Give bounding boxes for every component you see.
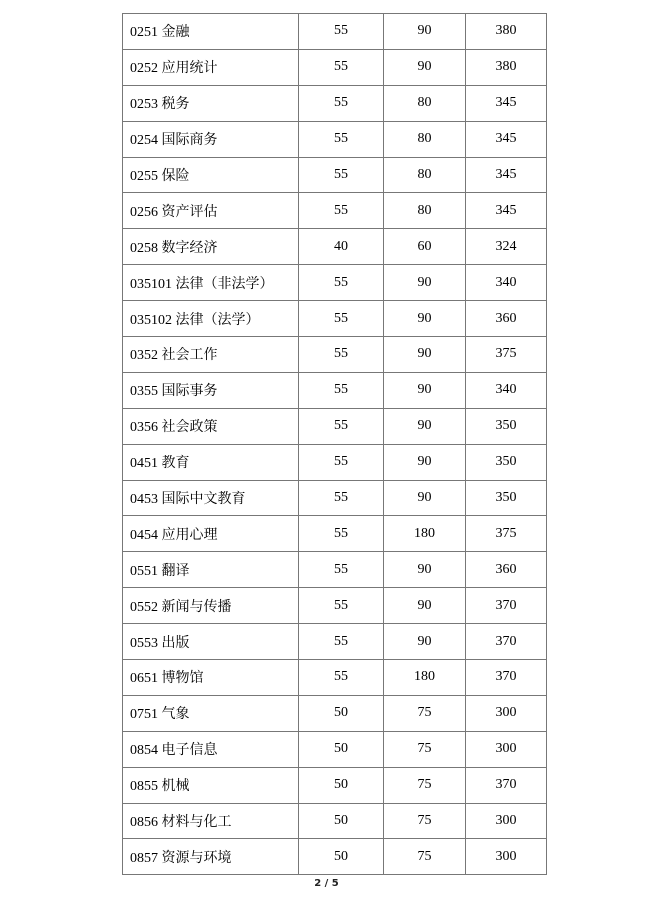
- table-row: [123, 265, 547, 301]
- score-a-cell: 55: [299, 301, 384, 337]
- table-row: [123, 516, 547, 552]
- total-score-cell: 345: [466, 121, 547, 157]
- score-a-cell: 55: [299, 14, 384, 50]
- program-name-cell: 035102 法律（法学）: [123, 301, 299, 337]
- program-name-cell: 0854 电子信息: [123, 731, 299, 767]
- score-a-cell: 55: [299, 552, 384, 588]
- program-name-cell: 0553 出版: [123, 624, 299, 660]
- score-b-cell: 180: [384, 516, 466, 552]
- score-a-cell: 50: [299, 767, 384, 803]
- program-name-cell: 0651 博物馆: [123, 660, 299, 696]
- score-b-cell: 90: [384, 372, 466, 408]
- score-b-cell: 90: [384, 408, 466, 444]
- table-row: [123, 444, 547, 480]
- table-row: [123, 301, 547, 337]
- total-score-cell: 345: [466, 193, 547, 229]
- total-score-cell: 360: [466, 301, 547, 337]
- score-b-cell: 90: [384, 14, 466, 50]
- score-a-cell: 55: [299, 660, 384, 696]
- score-b-cell: 90: [384, 624, 466, 660]
- table-row: [123, 372, 547, 408]
- score-a-cell: 55: [299, 588, 384, 624]
- program-name-cell: 0751 气象: [123, 695, 299, 731]
- program-name-cell: 0352 社会工作: [123, 337, 299, 373]
- score-a-cell: 55: [299, 372, 384, 408]
- table-row: [123, 229, 547, 265]
- score-a-cell: 55: [299, 193, 384, 229]
- program-name-cell: 0251 金融: [123, 14, 299, 50]
- program-name-cell: 035101 法律（非法学）: [123, 265, 299, 301]
- program-name-cell: 0856 材料与化工: [123, 803, 299, 839]
- score-b-cell: 90: [384, 480, 466, 516]
- table-row: [123, 480, 547, 516]
- total-score-cell: 300: [466, 839, 547, 875]
- score-b-cell: 180: [384, 660, 466, 696]
- score-a-cell: 55: [299, 444, 384, 480]
- total-score-cell: 375: [466, 516, 547, 552]
- program-name-cell: 0252 应用统计: [123, 49, 299, 85]
- score-b-cell: 75: [384, 731, 466, 767]
- score-b-cell: 90: [384, 588, 466, 624]
- score-b-cell: 75: [384, 839, 466, 875]
- score-b-cell: 75: [384, 695, 466, 731]
- total-score-cell: 350: [466, 444, 547, 480]
- program-name-cell: 0453 国际中文教育: [123, 480, 299, 516]
- table-row: [123, 85, 547, 121]
- program-name-cell: 0355 国际事务: [123, 372, 299, 408]
- program-name-cell: 0253 税务: [123, 85, 299, 121]
- score-a-cell: 55: [299, 265, 384, 301]
- table-row: [123, 408, 547, 444]
- table-row: [123, 588, 547, 624]
- score-a-cell: 50: [299, 695, 384, 731]
- score-a-cell: 50: [299, 839, 384, 875]
- total-score-cell: 370: [466, 588, 547, 624]
- program-name-cell: 0855 机械: [123, 767, 299, 803]
- score-a-cell: 55: [299, 337, 384, 373]
- total-score-cell: 370: [466, 660, 547, 696]
- program-name-cell: 0552 新闻与传播: [123, 588, 299, 624]
- score-table-body: [123, 14, 547, 875]
- table-row: [123, 337, 547, 373]
- table-row: [123, 660, 547, 696]
- score-a-cell: 50: [299, 731, 384, 767]
- program-name-cell: 0356 社会政策: [123, 408, 299, 444]
- total-score-cell: 380: [466, 14, 547, 50]
- program-name-cell: 0551 翻译: [123, 552, 299, 588]
- total-score-cell: 345: [466, 157, 547, 193]
- score-b-cell: 90: [384, 337, 466, 373]
- program-name-cell: 0254 国际商务: [123, 121, 299, 157]
- score-a-cell: 40: [299, 229, 384, 265]
- total-score-cell: 380: [466, 49, 547, 85]
- score-b-cell: 75: [384, 803, 466, 839]
- score-a-cell: 55: [299, 480, 384, 516]
- total-score-cell: 300: [466, 803, 547, 839]
- program-name-cell: 0255 保险: [123, 157, 299, 193]
- score-a-cell: 55: [299, 516, 384, 552]
- score-a-cell: 55: [299, 408, 384, 444]
- table-row: [123, 695, 547, 731]
- score-a-cell: 50: [299, 803, 384, 839]
- total-score-cell: 370: [466, 624, 547, 660]
- total-score-cell: 300: [466, 731, 547, 767]
- table-row: [123, 767, 547, 803]
- table-row: [123, 14, 547, 50]
- score-a-cell: 55: [299, 121, 384, 157]
- program-name-cell: 0256 资产评估: [123, 193, 299, 229]
- table-row: [123, 839, 547, 875]
- table-row: [123, 624, 547, 660]
- score-b-cell: 90: [384, 265, 466, 301]
- table-row: [123, 803, 547, 839]
- score-b-cell: 90: [384, 49, 466, 85]
- total-score-cell: 340: [466, 265, 547, 301]
- score-b-cell: 90: [384, 301, 466, 337]
- score-a-cell: 55: [299, 624, 384, 660]
- score-a-cell: 55: [299, 157, 384, 193]
- total-score-cell: 360: [466, 552, 547, 588]
- program-name-cell: 0454 应用心理: [123, 516, 299, 552]
- total-score-cell: 350: [466, 480, 547, 516]
- total-score-cell: 350: [466, 408, 547, 444]
- score-b-cell: 80: [384, 121, 466, 157]
- score-b-cell: 80: [384, 85, 466, 121]
- score-a-cell: 55: [299, 49, 384, 85]
- total-score-cell: 300: [466, 695, 547, 731]
- program-name-cell: 0258 数字经济: [123, 229, 299, 265]
- score-b-cell: 80: [384, 193, 466, 229]
- total-score-cell: 340: [466, 372, 547, 408]
- table-row: [123, 552, 547, 588]
- table-row: [123, 157, 547, 193]
- score-a-cell: 55: [299, 85, 384, 121]
- table-row: [123, 193, 547, 229]
- table-row: [123, 121, 547, 157]
- program-name-cell: 0451 教育: [123, 444, 299, 480]
- page-indicator: 2 / 5: [314, 878, 339, 889]
- table-row: [123, 731, 547, 767]
- table-row: [123, 49, 547, 85]
- total-score-cell: 324: [466, 229, 547, 265]
- score-b-cell: 90: [384, 552, 466, 588]
- score-b-cell: 60: [384, 229, 466, 265]
- total-score-cell: 345: [466, 85, 547, 121]
- total-score-cell: 370: [466, 767, 547, 803]
- score-b-cell: 80: [384, 157, 466, 193]
- score-b-cell: 90: [384, 444, 466, 480]
- score-table: [122, 13, 547, 875]
- program-name-cell: 0857 资源与环境: [123, 839, 299, 875]
- score-b-cell: 75: [384, 767, 466, 803]
- total-score-cell: 375: [466, 337, 547, 373]
